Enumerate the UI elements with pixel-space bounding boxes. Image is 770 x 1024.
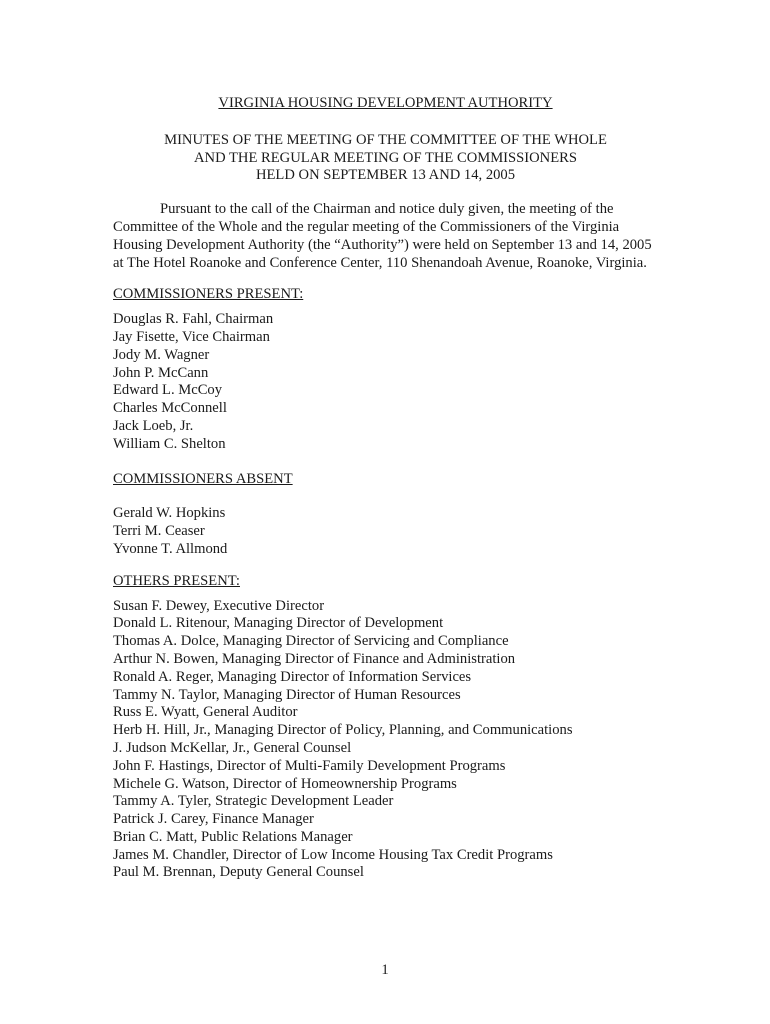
list-item: Paul M. Brennan, Deputy General Counsel [113,864,364,881]
minutes-heading-line: MINUTES OF THE MEETING OF THE COMMITTEE OF THE WHOLE [164,131,607,148]
list-item: Yvonne T. Allmond [113,540,228,557]
commissioners-present-list [113,311,658,453]
list-item: Susan F. Dewey, Executive Director [113,597,325,614]
minutes-heading-line: HELD ON SEPTEMBER 13 AND 14, 2005 [255,167,516,184]
list-item: Donald L. Ritenour, Managing Director of Development [113,615,444,632]
list-item: Brian C. Matt, Public Relations Manager [113,828,353,845]
list-item: Gerald W. Hopkins [113,505,226,522]
list-item: Jack Loeb, Jr. [113,417,194,434]
list-item: Jay Fisette, Vice Chairman [113,328,270,345]
list-item: Herb H. Hill, Jr., Managing Director of Policy, Planning, and Communications [113,722,573,739]
others-present-heading: OTHERS PRESENT: [113,572,240,589]
list-item: William C. Shelton [113,435,226,452]
list-item: Charles McConnell [113,400,227,417]
intro-paragraph: Pursuant to the call of the Chairman and notice duly given, the meeting of the Committee of the Whole and the regular meeting of the Commissioners of the Virginia Housing Development Authority (the “Authority”) were held on September 13 and 14, 2005 at The Hotel Roanoke and Conference Center, 110 Shenandoah Avenue, Roanoke, Virginia. [113,201,652,271]
list-item: Russ E. Wyatt, General Auditor [113,704,298,721]
commissioners-absent-list [113,505,658,558]
document-page [113,95,658,882]
page-number: 1 [381,962,389,978]
list-item: J. Judson McKellar, Jr., General Counsel [113,739,352,756]
list-item: James M. Chandler, Director of Low Income Housing Tax Credit Programs [113,846,553,863]
list-item: Terri M. Ceaser [113,523,205,540]
others-present-list [113,598,658,883]
minutes-heading-line: AND THE REGULAR MEETING OF THE COMMISSIONERS [194,149,577,166]
list-item: John P. McCann [113,364,209,381]
list-item: Edward L. McCoy [113,382,223,399]
list-item: Patrick J. Carey, Finance Manager [113,811,314,828]
list-item: Michele G. Watson, Director of Homeownership Programs [113,775,457,792]
minutes-heading [113,132,658,185]
list-item: John F. Hastings, Director of Multi-Family Development Programs [113,757,506,774]
list-item: Ronald A. Reger, Managing Director of Information Services [113,668,472,685]
list-item: Arthur N. Bowen, Managing Director of Finance and Administration [113,650,516,667]
list-item: Thomas A. Dolce, Managing Director of Servicing and Compliance [113,633,509,650]
list-item: Douglas R. Fahl, Chairman [113,311,274,328]
commissioners-present-heading: COMMISSIONERS PRESENT: [113,286,304,303]
organization-title: VIRGINIA HOUSING DEVELOPMENT AUTHORITY [218,95,553,111]
list-item: Jody M. Wagner [113,346,210,363]
list-item: Tammy N. Taylor, Managing Director of Human Resources [113,686,461,703]
list-item: Tammy A. Tyler, Strategic Development Leader [113,793,394,810]
commissioners-absent-heading: COMMISSIONERS ABSENT [113,470,293,487]
